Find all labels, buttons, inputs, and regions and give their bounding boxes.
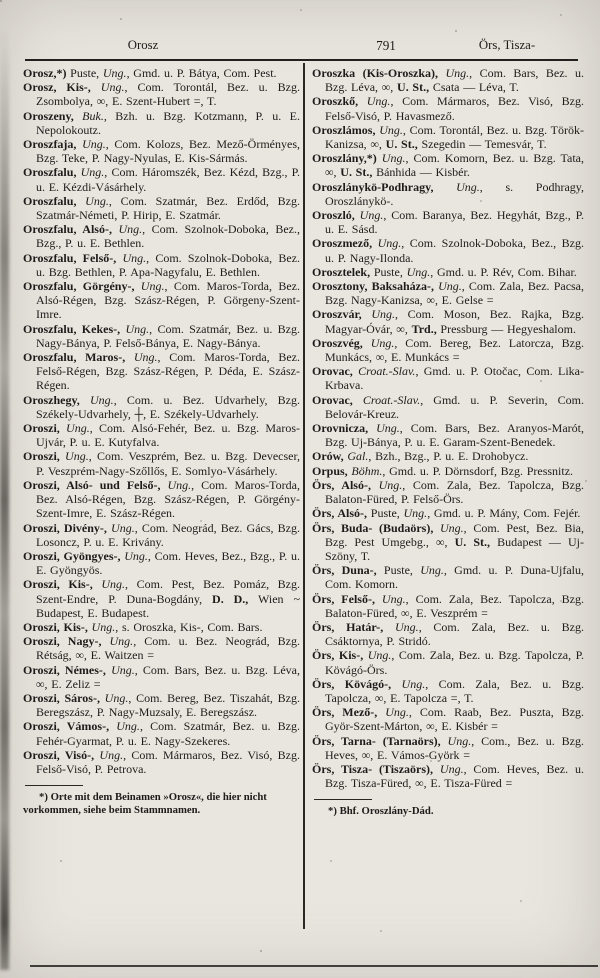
gazetteer-entry: Oroszhegy, Ung., Com. u. Bez. Udvarhely, Bzg. Székely-Udvarhely, ┼, E. Székely-Udvarhely. xyxy=(23,392,301,421)
gazetteer-entry: Oroszi, Kis-, Ung., s. Oroszka, Kis-, Com. Bars. xyxy=(23,619,263,634)
gazetteer-entry: Oroszi, Ung., Com. Veszprém, Bez. u. Bzg. Devecser, P. Veszprém-Nagy-Szőllős, E. Somlyo-Vásárhely. xyxy=(23,449,300,478)
gazetteer-entry: Orovac, Croat.-Slav., Gmd. u. P. Otočac, Com. Lika-Krbava. xyxy=(312,364,584,393)
gazetteer-entry: Örs, Tisza- (Tiszaörs), Ung., Com. Heves, Bez. u. Bzg. Tisza-Füred, ∞, E. Tisza-Füred = xyxy=(312,761,584,791)
gazetteer-entry: Orovnicza, Ung., Com. Bars, Bez. Aranyos-Marót, Bzg. Uj-Bánya, P. u. E. Garam-Szent-Benedek. xyxy=(312,421,584,450)
right-column-entries xyxy=(312,66,584,790)
gazetteer-entry: Oroszkő, Ung., Com. Mármaros, Bez. Visó, Bzg. Felső-Visó, P. Havasmező. xyxy=(312,94,584,123)
gazetteer-entry: Örs, Kövágó-, Ung., Com. Zala, Bez. u. Bzg. Tapolcza, ∞, E. Tapolcza =, T. xyxy=(312,676,584,705)
gazetteer-entry: Orów, Gal., Bzh., Bzg., P. u. E. Drohobycz. xyxy=(312,449,529,464)
paper-speckles xyxy=(0,0,2,2)
gazetteer-entry: Oroszfalu, Alsó-, Ung., Com. Szolnok-Doboka, Bez., Bzg., P. u. E. Bethlen. xyxy=(23,222,301,251)
gazetteer-entry: Oroszlámos, Ung., Com. Torontál, Bez. u. Bzg. Török-Kanizsa, ∞, U. St., Szegedin — Temesvár, T. xyxy=(312,122,584,152)
gazetteer-entry: Oroszi, Gyöngyes-, Ung., Com. Heves, Bez., Bzg., P. u. E. Gyöngyös. xyxy=(23,548,300,578)
gazetteer-entry: Oroszló, Ung., Com. Baranya, Bez. Hegyhát, Bzg., P. u. E. Sásd. xyxy=(312,208,584,237)
gazetteer-entry: Oroszfalu, Maros-, Ung., Com. Maros-Torda, Bez. Felső-Régen, Bzg. Szász-Régen, P. Déda, E. Szász-Régen. xyxy=(23,350,300,393)
gazetteer-entry: Örs, Buda- (Budaörs), Ung., Com. Pest, Bez. Bia, Bzg. Pest Umgebg., ∞, U. St., Budapest — Uj-Szöny, T. xyxy=(312,520,584,563)
gazetteer-entry: Örs, Tarna- (Tarnaörs), Ung., Com., Bez. u. Bzg. Heves, ∞, E. Vámos-Györk = xyxy=(312,733,585,762)
gazetteer-entry: Oroszvár, Ung., Com. Moson, Bez. Rajka, Bzg. Magyar-Óvár, ∞, Trd., Pressburg — Hegyeshalom. xyxy=(312,307,584,336)
gazetteer-entry: Oroszfalu, Görgény-, Ung., Com. Maros-Torda, Bez. Alsó-Régen, Bzg. Szász-Régen, P. Görgeny-Szent-Imre. xyxy=(23,279,300,322)
gazetteer-entry: Orosztony, Baksaháza-, Ung., Com. Zala, Bez. Pacsa, Bzg. Nagy-Kanizsa, ∞, E. Gelse = xyxy=(312,279,585,308)
gazetteer-entry: Oroszfalu, Ung., Com. Háromszék, Bez. Kézd, Bzg., P. u. E. Kézdi-Vásárhely. xyxy=(23,165,300,194)
right-footnote-rule xyxy=(314,799,372,800)
right-footnote: *) Bhf. Oroszlány-Dád. xyxy=(328,805,434,818)
bottom-scan-border xyxy=(30,965,598,967)
gazetteer-entry: Oroszi, Kis-, Ung., Com. Pest, Bez. Pomáz, Bzg. Szent-Endre, P. Duna-Bogdány, D. D., Wien ~ Budapest, E. Budapest. xyxy=(23,577,301,620)
gazetteer-entry: Örs, Határ-, Ung., Com. Zala, Bez. u. Bzg. Csáktornya, P. Stridó. xyxy=(312,619,584,649)
gazetteer-entry: Örs, Duna-, Puste, Ung., Gmd. u. P. Duna-Ujfalu, Com. Komorn. xyxy=(312,563,584,592)
gazetteer-entry: Orosztelek, Puste, Ung., Gmd. u. P. Rév, Com. Bihar. xyxy=(312,264,577,279)
left-column-entries xyxy=(23,66,300,776)
gazetteer-entry: Oroszi, Ung., Com. Alsó-Fehér, Bez. u. Bzg. Maros-Ujvár, P. u. E. Kutyfalva. xyxy=(23,421,300,450)
gazetteer-entry: Oroszfaja, Ung., Com. Kolozs, Bez. Mező-Örményes, Bzg. Teke, P. Nagy-Nyulas, E. Kis-Sármás. xyxy=(23,137,300,166)
gazetteer-entry: Örs, Alsó-, Ung., Com. Zala, Bez. Tapolcza, Bzg. Balaton-Füred, P. Felső-Örs. xyxy=(312,477,585,507)
left-footnote: *) Orte mit dem Beinamen »Orosz«, die hier nicht vorkommen, siehe beim Stammnamen. xyxy=(23,791,267,817)
gazetteer-entry: Oroszvég, Ung., Com. Bereg, Bez. Latorcza, Bzg. Munkács, ∞, E. Munkács = xyxy=(312,335,584,365)
gazetteer-entry: Örs, Alsó-, Puste, Ung., Gmd. u. P. Mány, Com. Fejér. xyxy=(312,506,581,521)
gazetteer-entry: Oroszi, Divény-, Ung., Com. Neográd, Bez. Gács, Bzg. Losoncz, P. u. E. Krivány. xyxy=(23,520,300,549)
gazetteer-entry: Oroszi, Némes-, Ung., Com. Bars, Bez. u. Bzg. Léva, ∞, E. Zeliz = xyxy=(23,662,300,691)
gazetteer-entry: Örs, Felső-, Ung., Com. Zala, Bez. Tapolcza, Bzg. Balaton-Füred, ∞, E. Veszprém = xyxy=(312,591,585,620)
gazetteer-entry: Orovac, Croat.-Slav., Gmd. u. P. Severin, Com. Belovár-Kreuz. xyxy=(312,392,584,421)
gazetteer-entry: Oroszi, Visó-, Ung., Com. Mármaros, Bez. Visó, Bzg. Felső-Visó, P. Petrova. xyxy=(23,747,300,776)
running-header xyxy=(0,38,600,56)
gazetteer-entry: Oroszfalu, Ung., Com. Szatmár, Bez. Erdőd, Bzg. Szatmár-Németi, P. Hirip, E. Szatmár. xyxy=(23,193,300,223)
column-divider-rule xyxy=(303,63,305,929)
right-column xyxy=(312,66,584,818)
gazetteer-entry: Oroszfalu, Felső-, Ung., Com. Szolnok-Doboka, Bez. u. Bzg. Bethlen, P. Apa-Nagyfalu, E. Bethlen. xyxy=(23,250,300,279)
gazetteer-entry: Oroszi, Sáros-, Ung., Com. Bereg, Bez. Tiszahát, Bzg. Beregszász, P. Nagy-Muzsaly, E. Beregszász. xyxy=(23,690,300,720)
gazetteer-entry: Oroszka (Kis-Oroszka), Ung., Com. Bars, Bez. u. Bzg. Léva, ∞, U. St., Csata — Léva, T. xyxy=(312,66,584,95)
gazetteer-entry: Oroszi, Alsó- und Felső-, Ung., Com. Maros-Torda, Bez. Alsó-Régen, Bzg. Szász-Régen, P. Görgény-Szent-Imre, E. Szász-Régen. xyxy=(23,477,300,521)
left-footnote-rule xyxy=(25,785,83,786)
gazetteer-entry: Örs, Kis-, Ung., Com. Zala, Bez. u. Bzg. Tapolcza, P. Kövágó-Örs. xyxy=(312,648,584,677)
header-rule xyxy=(25,59,578,61)
gazetteer-entry: Oroszlánykö-Podhragy, Ung., s. Podhragy, Oroszlánykö-. xyxy=(312,179,584,208)
gazetteer-entry: Oroszi, Nagy-, Ung., Com. u. Bez. Neográd, Bzg. Rétság, ∞, E. Waitzen = xyxy=(23,634,300,663)
page-number: 791 xyxy=(376,38,396,53)
gazetteer-entry: Orpus, Böhm., Gmd. u. P. Dörnsdorf, Bzg. Pressnitz. xyxy=(312,463,574,478)
gazetteer-entry: Oroszeny, Buk., Bzh. u. Bzg. Kotzmann, P. u. E. Nepolokoutz. xyxy=(23,108,300,137)
gazetteer-entry: Orosz, Kis-, Ung., Com. Torontál, Bez. u. Bzg. Zsombolya, ∞, E. Szent-Hubert =, T. xyxy=(23,80,301,109)
gazetteer-entry: Orosz,*) Puste, Ung., Gmd. u. P. Bátya, Com. Pest. xyxy=(23,66,277,80)
running-header-left-keyword: Orosz xyxy=(127,38,159,52)
scan-edge-shadow xyxy=(0,30,9,970)
running-header-right-keyword: Örs, Tisza- xyxy=(478,38,536,52)
gazetteer-entry: Oroszfalu, Kekes-, Ung., Com. Szatmár, Bez. u. Bzg. Nagy-Bánya, P. Felső-Bánya, E. Nagy-Bánya. xyxy=(23,321,301,350)
gazetteer-entry: Oroszi, Vámos-, Ung., Com. Szatmár, Bez. u. Bzg. Fehér-Gyarmat, P. u. E. Nagy-Szekeres. xyxy=(23,719,301,748)
gazetteer-entry: Oroszlány,*) Ung., Com. Komorn, Bez. u. Bzg. Tata, ∞, U. St., Bánhida — Kisbér. xyxy=(312,151,585,180)
gazetteer-entry: Örs, Mező-, Ung., Com. Raab, Bez. Puszta, Bzg. Györ-Szent-Márton, ∞, E. Kisbér = xyxy=(312,705,584,734)
left-column xyxy=(23,66,300,817)
gazetteer-entry: Oroszmező, Ung., Com. Szolnok-Doboka, Bez., Bzg. u. P. Nagy-Ilonda. xyxy=(312,236,584,265)
